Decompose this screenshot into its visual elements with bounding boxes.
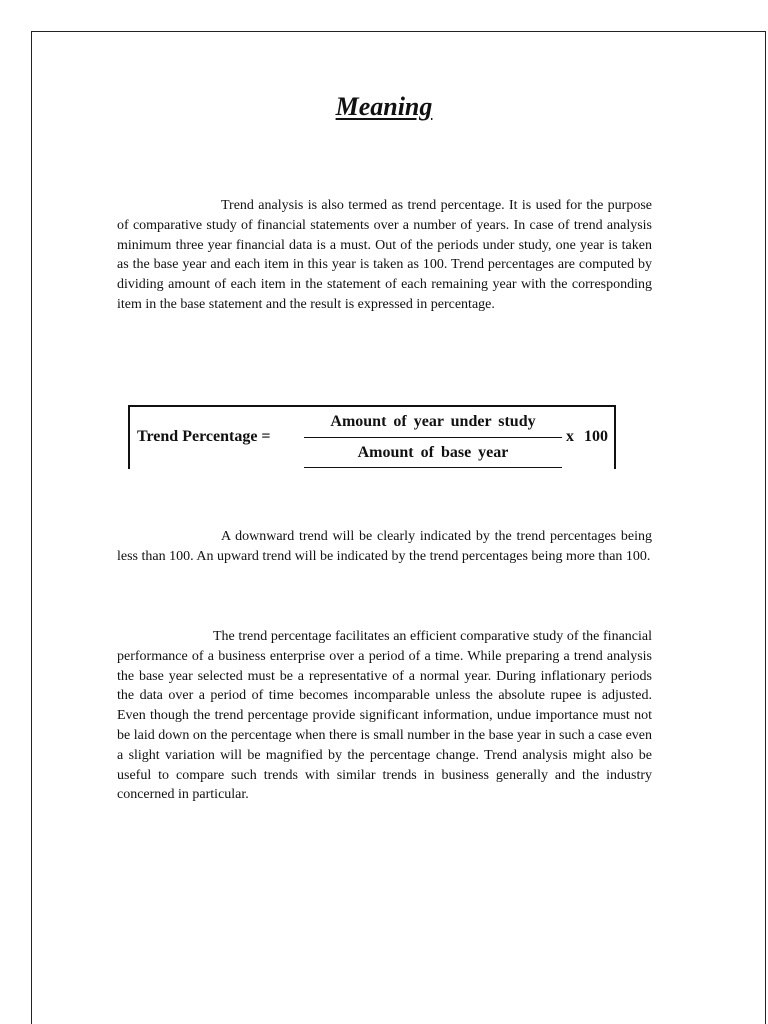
formula-multiplier: x 100: [566, 428, 608, 445]
paragraph-trend-direction: A downward trend will be clearly indicated by the trend percentages being less than 100. An upward trend will be indicated by the trend percentages being more than 100.: [117, 529, 652, 564]
formula-numerator: Amount of year under study: [330, 413, 536, 430]
page-title: Meaning: [335, 92, 433, 121]
denominator-underline: [304, 467, 562, 468]
paragraph-definition: Trend analysis is also termed as trend percentage. It is used for the purpose of comparative study of financial statements over a number of years. In case of trend analysis minimum three year financial data is a must. Out of the periods under study, one year is taken as the base year and each item in this year is taken as 100. Trend percentages are computed by dividing amount of each item in the statement of each remaining year with the corresponding item in the base statement and the result is expressed in percentage.: [117, 198, 652, 312]
formula-box: [128, 405, 616, 469]
formula-denominator: Amount of base year: [357, 444, 509, 461]
paragraph-trend-usage: The trend percentage facilitates an efficient comparative study of the financial performance of a business enterprise over a period of a time. While preparing a trend analysis the base year selected must be a representative of a normal year. During inflationary periods the data over a period of time becomes incomparable unless the absolute rupee is adjusted. Even though the trend percentage provide significant information, undue importance must not be laid down on the percentage when there is small number in the base year in such a case even a slight variation will be magnified by the percentage change. Trend analysis might also be useful to compare such trends with similar trends in business generally and the industry concerned in particular.: [117, 629, 652, 803]
fraction-bar: [304, 437, 562, 438]
formula-label: Trend Percentage =: [137, 428, 271, 445]
